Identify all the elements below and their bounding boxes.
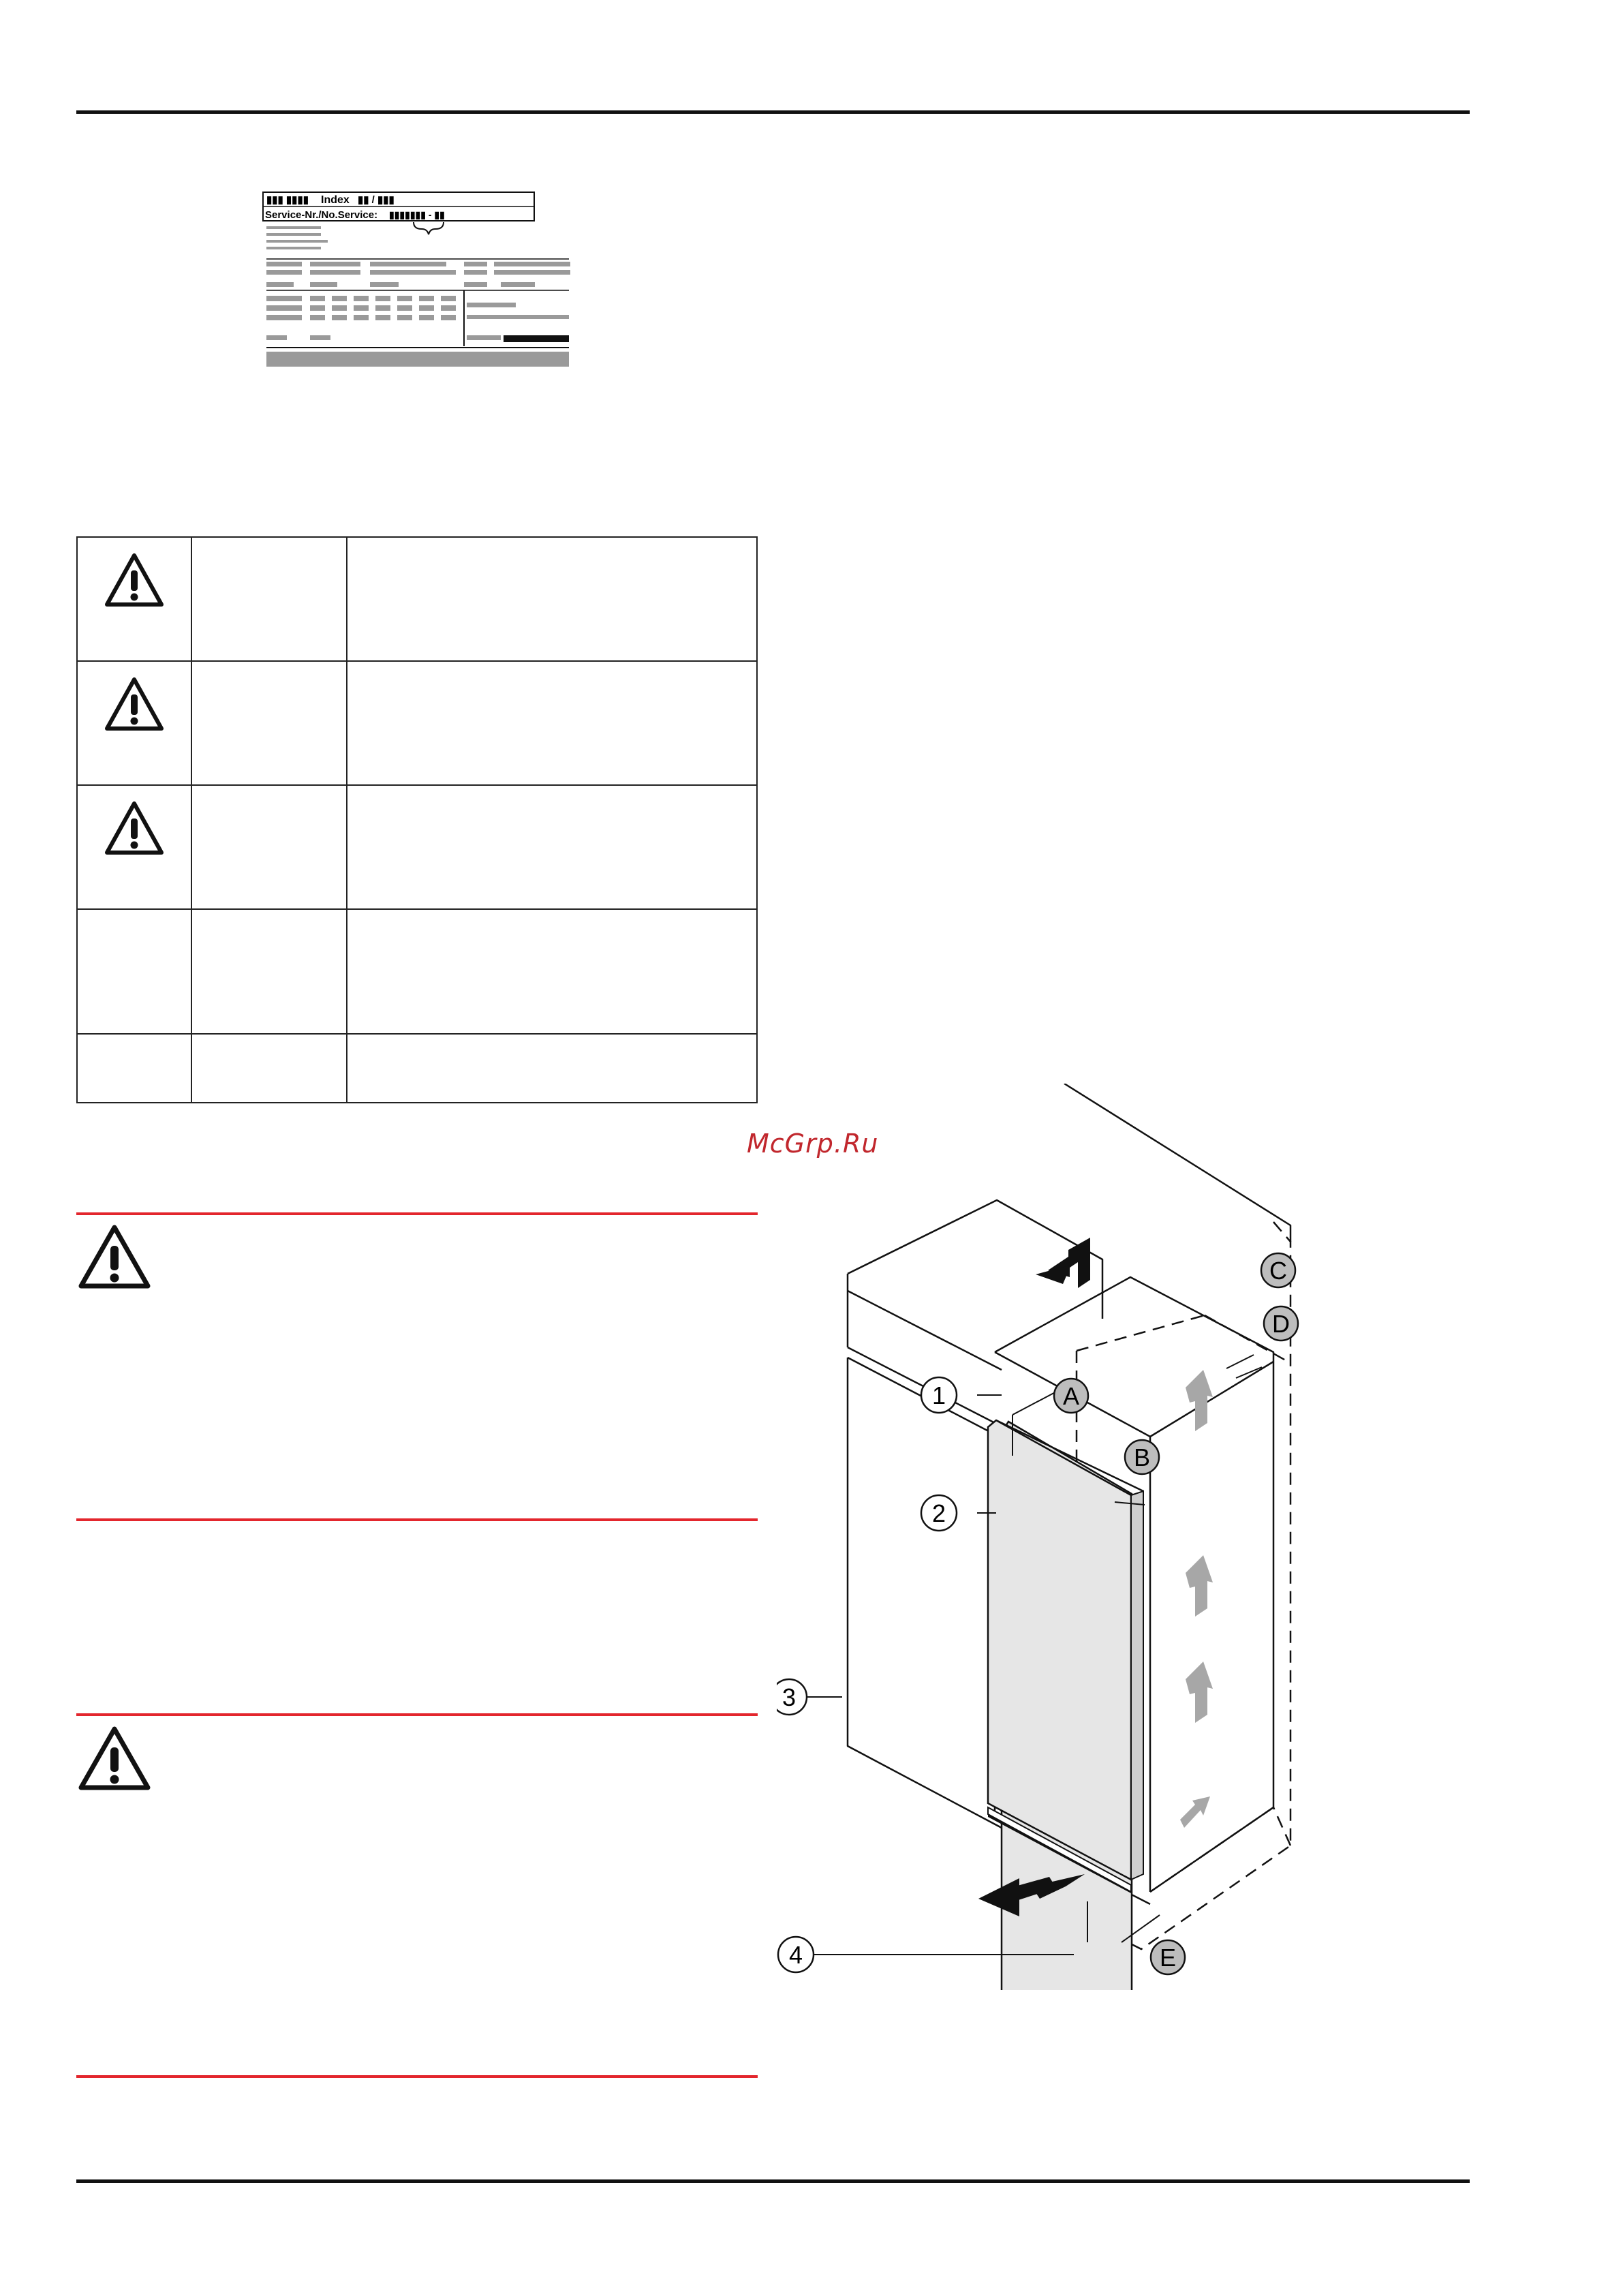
table-row xyxy=(77,909,757,1034)
table-row xyxy=(77,1034,757,1103)
signal-word-cell xyxy=(191,909,347,1034)
warning-top-rule xyxy=(76,1713,758,1716)
plate-service-label: Service-Nr./No.Service: xyxy=(265,209,378,221)
callout-4 xyxy=(778,1937,814,1972)
plate-index-label: Index xyxy=(321,194,350,206)
signal-word-cell xyxy=(191,661,347,785)
callout-1-label: 1 xyxy=(931,1381,946,1409)
warning-bottom-rule xyxy=(76,2075,758,2078)
plate-service-value: ▮▮▮▮▮▮▮ - ▮▮ xyxy=(389,209,445,220)
plate-line1-prefix: ▮▮▮ ▮▮▮▮ xyxy=(266,194,309,206)
callout-2-label: 2 xyxy=(931,1499,946,1527)
table-row xyxy=(77,661,757,785)
callout-4-label: 4 xyxy=(788,1941,803,1969)
table-row xyxy=(77,537,757,661)
rating-plate-image xyxy=(262,188,576,373)
symbol-cell xyxy=(77,1034,191,1103)
callout-b-label: B xyxy=(1133,1443,1151,1471)
warning-top-rule xyxy=(76,1212,758,1215)
callout-a-label: A xyxy=(1062,1382,1080,1410)
warning-triangle-icon xyxy=(103,799,166,857)
description-cell xyxy=(347,909,757,1034)
callout-b xyxy=(1125,1440,1159,1474)
symbol-cell xyxy=(77,661,191,785)
callout-e xyxy=(1151,1940,1185,1974)
warning-triangle-icon xyxy=(103,675,166,733)
table-row xyxy=(77,785,757,909)
description-cell xyxy=(347,1034,757,1103)
callout-a xyxy=(1054,1379,1088,1413)
description-cell xyxy=(347,661,757,785)
description-cell xyxy=(347,537,757,661)
description-cell xyxy=(347,785,757,909)
bottom-rule xyxy=(76,2179,1470,2183)
watermark-text: McGrp.Ru xyxy=(747,1129,879,1159)
signal-word-cell xyxy=(191,1034,347,1103)
symbol-cell xyxy=(77,785,191,909)
symbol-cell xyxy=(77,537,191,661)
signal-word-cell xyxy=(191,537,347,661)
plate-index-value: ▮▮ / ▮▮▮ xyxy=(358,194,395,206)
callout-c xyxy=(1261,1253,1295,1287)
callout-d-label: D xyxy=(1272,1310,1290,1338)
signal-word-cell xyxy=(191,785,347,909)
callout-3 xyxy=(777,1679,807,1715)
callout-d xyxy=(1264,1306,1298,1341)
warning-triangle-icon xyxy=(103,551,166,609)
warning-triangle-icon xyxy=(76,1724,153,1792)
symbol-cell xyxy=(77,909,191,1034)
callout-2 xyxy=(921,1495,957,1531)
callout-e-label: E xyxy=(1159,1944,1177,1972)
warning-bottom-rule xyxy=(76,1518,758,1521)
top-rule xyxy=(76,110,1470,114)
callout-1 xyxy=(921,1377,957,1413)
callout-3-label: 3 xyxy=(782,1683,797,1711)
symbol-table xyxy=(76,536,758,1103)
installation-diagram xyxy=(777,1084,1335,1990)
callout-c-label: C xyxy=(1269,1257,1287,1285)
warning-triangle-icon xyxy=(76,1223,153,1291)
